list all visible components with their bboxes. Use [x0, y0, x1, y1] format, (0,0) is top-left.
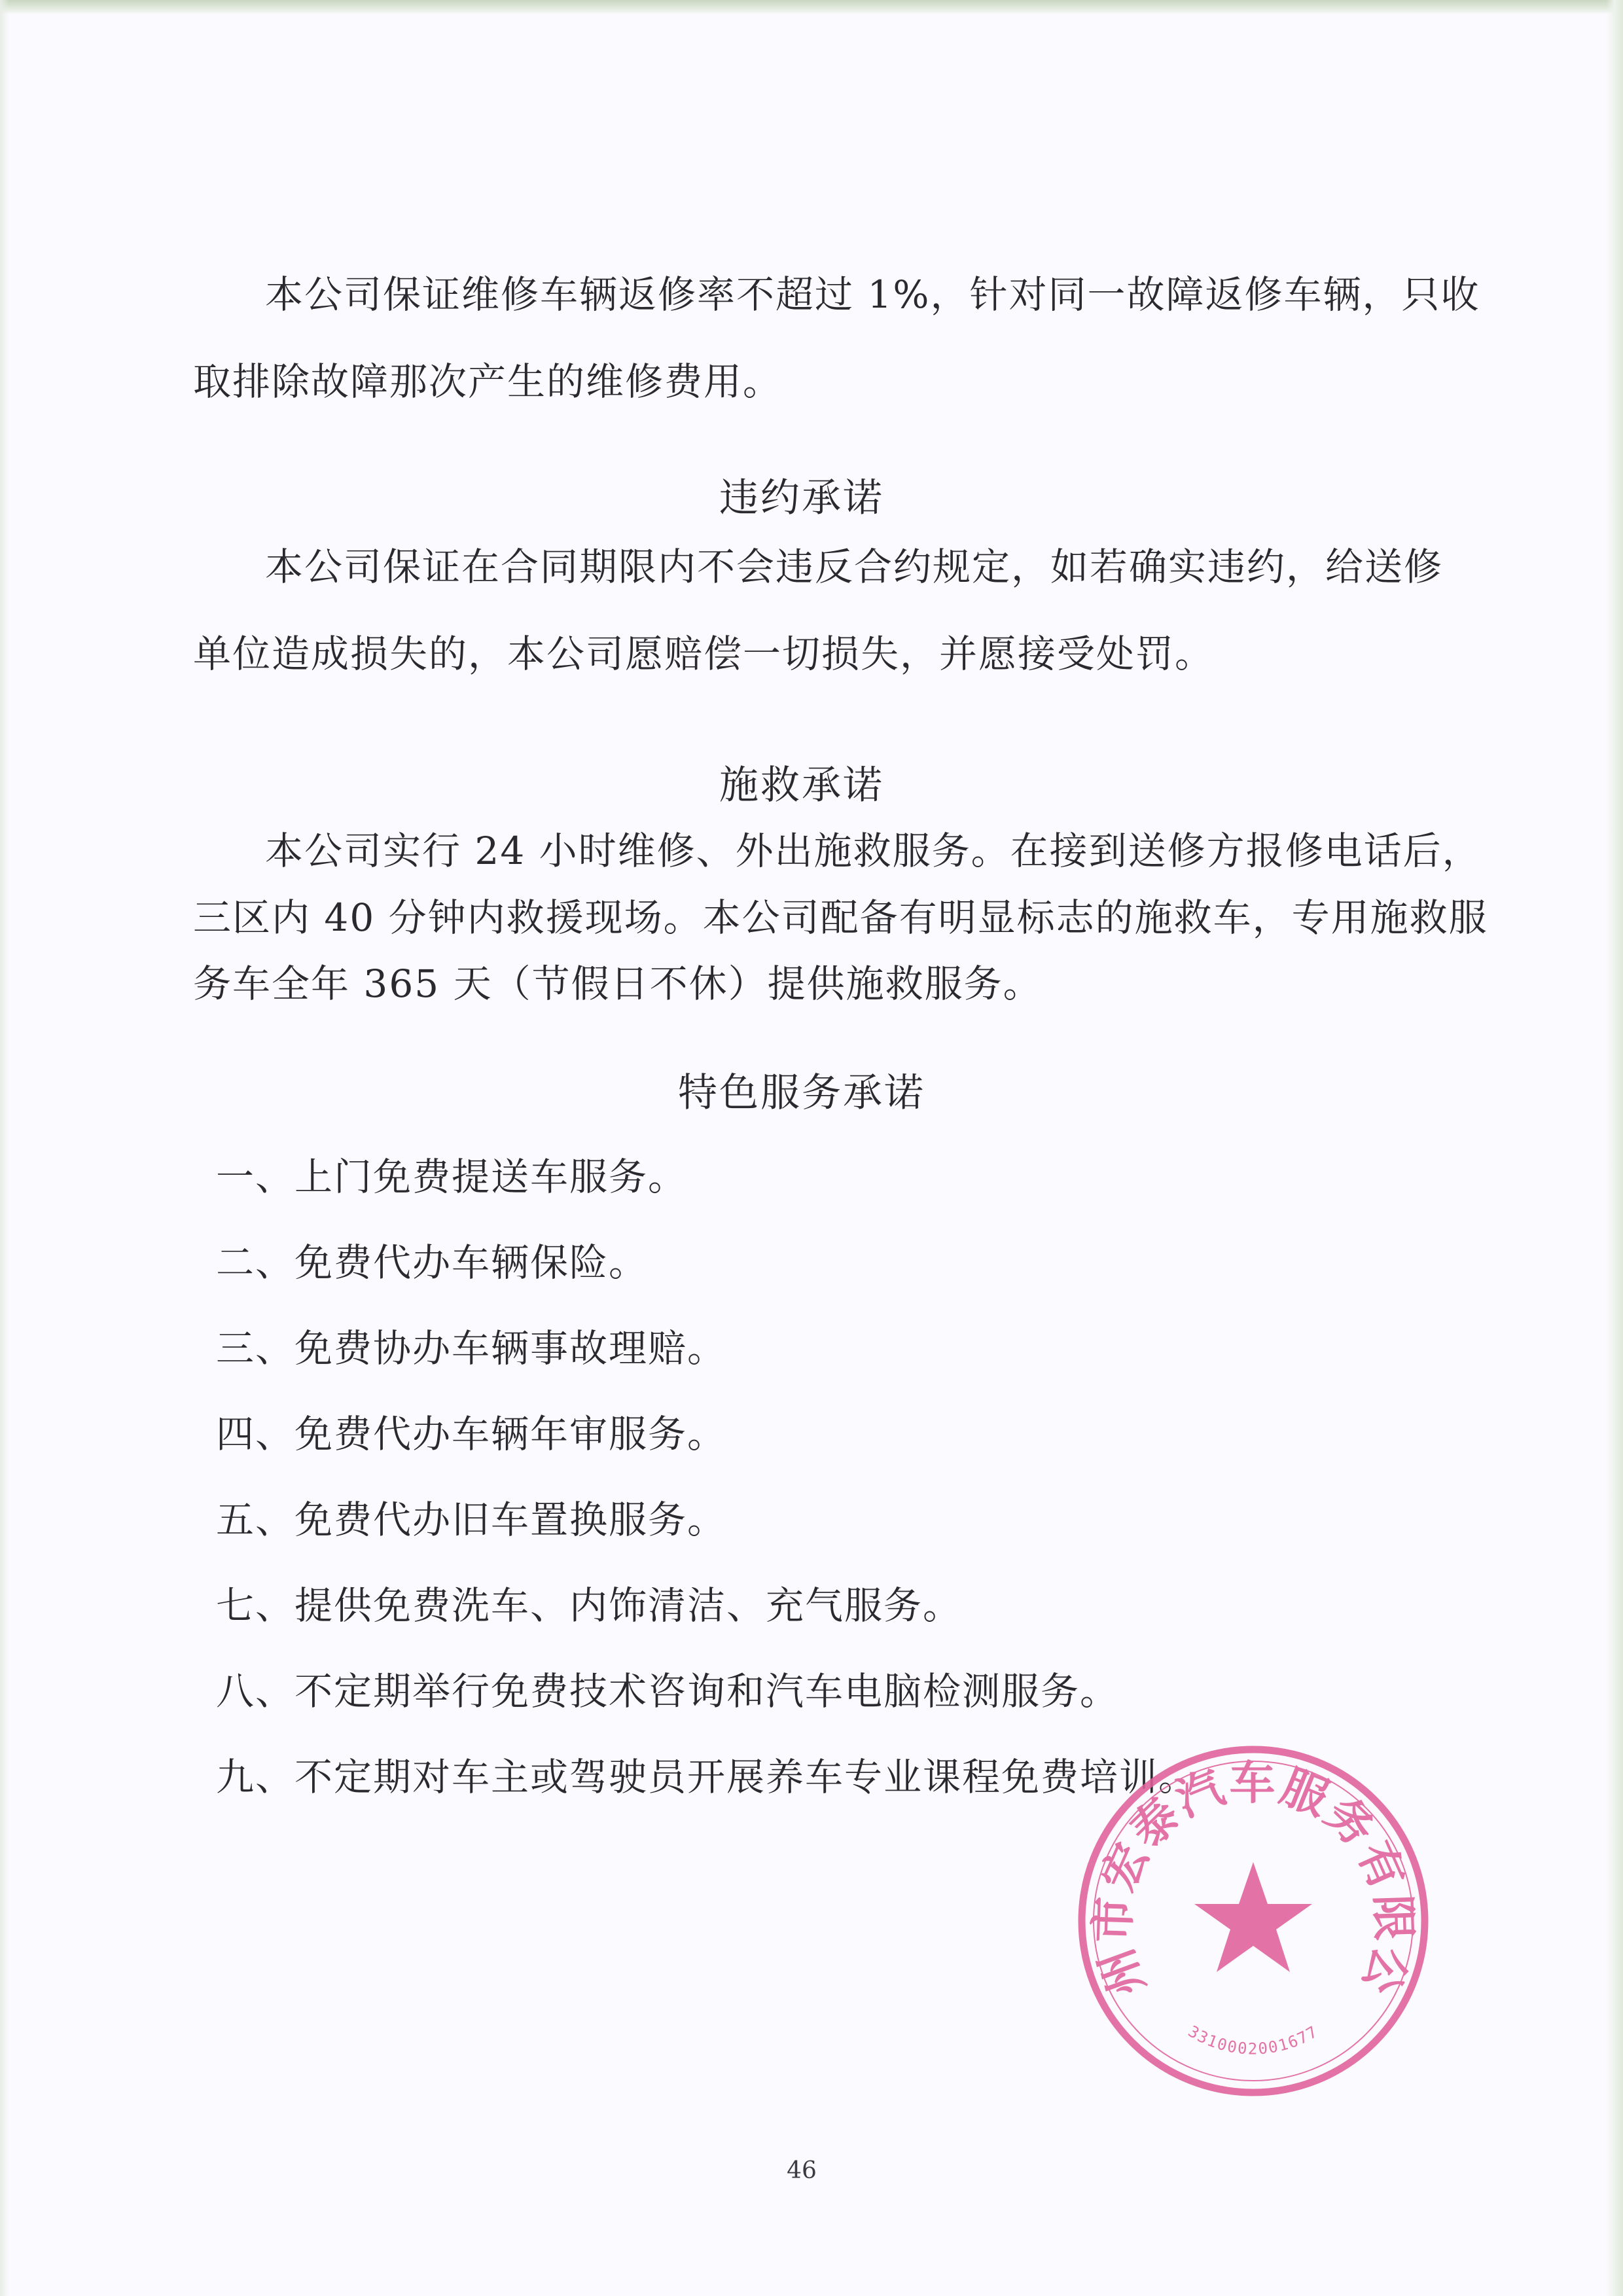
rescue-paragraph-line-2: 三区内 40 分钟内救援现场。本公司配备有明显标志的施救车，专用施救服 — [193, 895, 1488, 940]
service-list-item: 九、不定期对车主或驾驶员开展养车专业课程免费培训。 — [216, 1755, 1198, 1799]
breach-heading: 违约承诺 — [719, 475, 884, 521]
company-seal — [1070, 1738, 1436, 2104]
rescue-paragraph-line-3: 务车全年 365 天（节假日不休）提供施救服务。 — [193, 961, 1043, 1006]
rework-paragraph-line-2: 取排除故障那次产生的维修费用。 — [193, 359, 783, 404]
svg-text:3310002001677: 3310002001677 — [1185, 2022, 1322, 2058]
service-list-item: 二、免费代办车辆保险。 — [216, 1240, 649, 1285]
special-service-heading: 特色服务承诺 — [678, 1070, 925, 1116]
service-list-item: 七、提供免费洗车、内饰清洁、充气服务。 — [216, 1583, 963, 1628]
breach-paragraph-line-1: 本公司保证在合同期限内不会违反合约规定，如若确实违约，给送修 — [265, 545, 1444, 589]
svg-text:台州市宏泰汽车服务有限公司: 州市宏泰汽车服务有限公 — [1085, 1756, 1421, 2003]
service-list-item: 三、免费协办车辆事故理赔。 — [216, 1326, 727, 1371]
breach-paragraph-line-2: 单位造成损失的，本公司愿赔偿一切损失，并愿接受处罚。 — [193, 632, 1215, 676]
service-list-item: 八、不定期举行免费技术咨询和汽车电脑检测服务。 — [216, 1669, 1120, 1713]
page-number: 46 — [787, 2157, 817, 2184]
service-list-item: 四、免费代办车辆年审服务。 — [216, 1412, 727, 1456]
rescue-paragraph-line-1: 本公司实行 24 小时维修、外出施救服务。在接到送修方报修电话后， — [265, 829, 1482, 873]
service-list-item: 一、上门免费提送车服务。 — [216, 1155, 688, 1199]
rework-paragraph-line-1: 本公司保证维修车辆返修率不超过 1%，针对同一故障返修车辆，只收 — [265, 272, 1480, 317]
rescue-heading: 施救承诺 — [719, 762, 884, 808]
service-list-item: 五、免费代办旧车置换服务。 — [216, 1498, 727, 1542]
